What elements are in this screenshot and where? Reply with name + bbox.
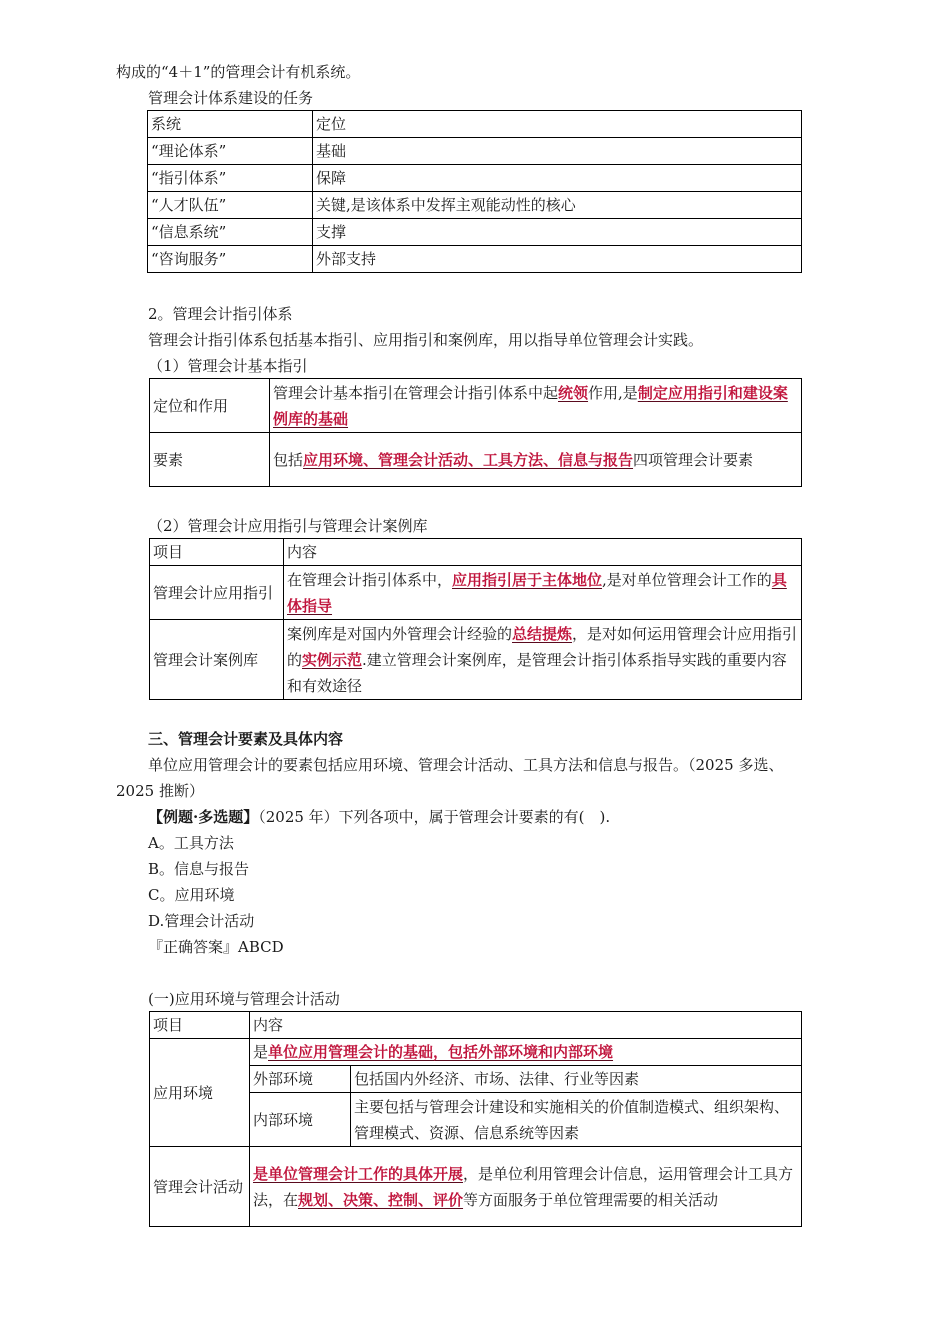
app-header-item: 项目: [150, 539, 284, 566]
section-2-heading: 2。管理会计指引体系: [148, 305, 293, 323]
app-row-label: 管理会计应用指引: [150, 566, 284, 620]
option-a: A。工具方法: [148, 834, 234, 852]
question-label: 【例题·多选题】: [148, 808, 259, 826]
highlight-text: 统领: [558, 383, 589, 402]
highlight-text: 是单位管理会计工作的具体开展: [253, 1164, 464, 1183]
internal-env-label: 内部环境: [250, 1093, 351, 1147]
activity-row-content: 是单位管理会计工作的具体开展，是单位利用管理会计信息，运用管理会计工具方法，在规划、决策、控制、评价等方面服务于单位管理需要的相关活动: [250, 1147, 802, 1227]
highlight-text: 规划、决策、控制、评价: [298, 1190, 464, 1209]
app-row-label: 管理会计案例库: [150, 620, 284, 700]
app-guide-table: [149, 538, 802, 700]
basic-row-content: 管理会计基本指引在管理会计指引体系中起统领作用,是制定应用指引和建设案例库的基础: [270, 379, 802, 433]
highlight-text: 实例示范: [302, 650, 363, 669]
app-header-content: 内容: [284, 539, 802, 566]
app-guide-subheading: （2）管理会计应用指引与管理会计案例库: [148, 517, 428, 535]
section-3-desc: 单位应用管理会计的要素包括应用环境、管理会计活动、工具方法和信息与报告。（2025 多选、2025 推断）: [116, 756, 784, 800]
task-cell-system: “指引体系”: [148, 165, 313, 192]
task-cell-system: “咨询服务”: [148, 246, 313, 273]
basic-guide-table: [149, 378, 802, 487]
task-table: [147, 110, 802, 273]
basic-guide-subheading: （1）管理会计基本指引: [148, 357, 308, 375]
highlight-text: 单位应用管理会计的基础，包括外部环境和内部环境: [268, 1043, 614, 1061]
option-d: D.管理会计活动: [148, 912, 255, 930]
correct-answer: 『正确答案』ABCD: [148, 938, 284, 956]
env-activity-subheading: (一)应用环境与管理会计活动: [148, 990, 340, 1008]
env-header-content: 内容: [250, 1012, 802, 1039]
external-env-label: 外部环境: [250, 1066, 351, 1093]
task-header-system: 系统: [148, 111, 313, 138]
option-c: C。应用环境: [148, 886, 235, 904]
section-3-heading: 三、管理会计要素及具体内容: [148, 730, 344, 748]
basic-row-label: 定位和作用: [150, 379, 270, 433]
env-activity-table: [149, 1011, 802, 1227]
task-table-title: 管理会计体系建设的任务: [148, 89, 314, 107]
task-cell-position: 关键,是该体系中发挥主观能动性的核心: [313, 192, 802, 219]
option-b: B。信息与报告: [148, 860, 250, 878]
example-question: 【例题·多选题】（2025 年）下列各项中，属于管理会计要素的有( ).: [148, 808, 611, 826]
task-cell-system: “理论体系”: [148, 138, 313, 165]
env-header-item: 项目: [150, 1012, 250, 1039]
basic-row-content: 包括应用环境、管理会计活动、工具方法、信息与报告四项管理会计要素: [270, 433, 802, 487]
app-row-content: 在管理会计指引体系中，应用指引居于主体地位,是对单位管理会计工作的具体指导: [284, 566, 802, 620]
activity-row-label: 管理会计活动: [150, 1147, 250, 1227]
section-2-desc: 管理会计指引体系包括基本指引、应用指引和案例库，用以指导单位管理会计实践。: [148, 331, 704, 349]
app-row-content: 案例库是对国内外管理会计经验的总结提炼，是对如何运用管理会计应用指引的实例示范.建立管理会计案例库，是管理会计指引体系指导实践的重要内容和有效途径: [284, 620, 802, 700]
highlight-text: 应用指引居于主体地位: [452, 570, 603, 589]
task-cell-system: “信息系统”: [148, 219, 313, 246]
highlight-text: 总结提炼: [512, 624, 573, 643]
basic-row-label: 要素: [150, 433, 270, 487]
env-row-label: 应用环境: [150, 1039, 250, 1147]
task-header-position: 定位: [313, 111, 802, 138]
external-env-content: 包括国内外经济、市场、法律、行业等因素: [351, 1066, 802, 1093]
highlight-text: 应用环境、管理会计活动、工具方法、信息与报告: [303, 450, 634, 469]
task-cell-position: 基础: [313, 138, 802, 165]
highlight-text: 制定应用指引和建设案例库的基础: [273, 383, 788, 428]
intro-line: 构成的“4＋1”的管理会计有机系统。: [116, 63, 361, 81]
task-cell-position: 保障: [313, 165, 802, 192]
internal-env-content: 主要包括与管理会计建设和实施相关的价值制造模式、组织架构、管理模式、资源、信息系统等因素: [351, 1093, 802, 1147]
env-row-content: 是单位应用管理会计的基础，包括外部环境和内部环境: [250, 1039, 802, 1066]
task-cell-system: “人才队伍”: [148, 192, 313, 219]
task-cell-position: 外部支持: [313, 246, 802, 273]
task-cell-position: 支撑: [313, 219, 802, 246]
highlight-text: 具体指导: [287, 570, 787, 615]
